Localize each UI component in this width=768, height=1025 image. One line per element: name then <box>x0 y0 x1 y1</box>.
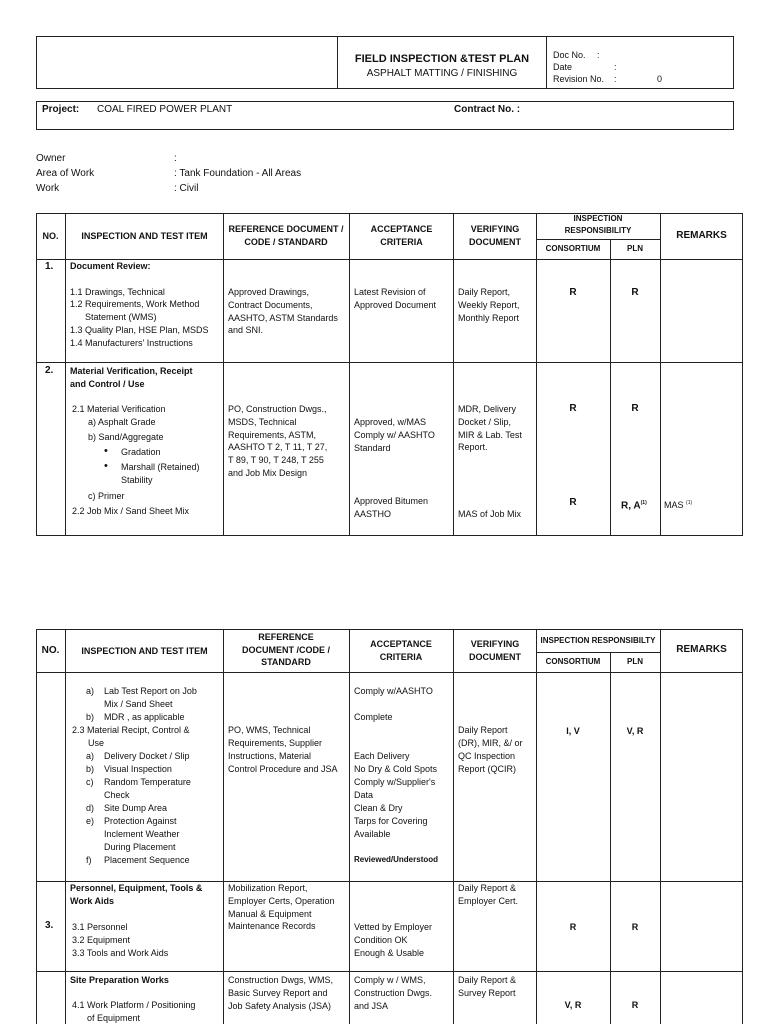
owner-label: Owner <box>36 153 66 164</box>
col-header-acc: ACCEPTANCE CRITERIA <box>370 639 432 662</box>
text-line: Approved Drawings, <box>228 287 310 297</box>
list-marker: a) <box>86 751 95 761</box>
row2-item-l2: a) Asphalt Grade <box>88 417 156 427</box>
list-item: Site Dump Area <box>104 803 168 813</box>
list-marker: e) <box>86 816 95 826</box>
text-line: and Job Mix Design <box>228 468 308 478</box>
text-line: Manual & Equipment <box>228 908 312 919</box>
col-header-acc: ACCEPTANCE CRITERIA <box>370 224 433 247</box>
text-line: Employer Cert. <box>458 895 519 906</box>
text-line: Work Aids <box>70 895 115 906</box>
text-line: Instructions, Material <box>228 751 312 761</box>
col-header-pln: PLN <box>627 244 643 253</box>
col-header-no: NO. <box>41 645 60 656</box>
text-line: Survey Report <box>458 987 516 998</box>
list-item: Inclement Weather <box>104 829 180 839</box>
text-line: Docket / Slip, <box>458 416 512 427</box>
text-line: Document Review: <box>70 261 151 271</box>
list-item: Protection Against <box>104 816 177 826</box>
list-marker: c) <box>86 777 94 787</box>
row2-item-l1: 2.1 Material Verification <box>72 404 166 414</box>
text-line: Construction Dwgs. <box>354 987 433 998</box>
text-line: Personnel, Equipment, Tools & <box>70 883 203 893</box>
row2-remarks: MAS $^{(1)}$ <box>664 500 693 510</box>
title-divider-right <box>546 36 547 89</box>
text-line: Comply w/Supplier's <box>354 777 436 787</box>
list-marker: f) <box>86 855 92 865</box>
row4-item-head: Site Preparation Works <box>70 975 169 985</box>
list-item: Mix / Sand Sheet <box>104 699 173 709</box>
list-item: Delivery Docket / Slip <box>104 751 190 761</box>
list-marker: a) <box>86 686 95 696</box>
text-line: Basic Survey Report and <box>228 987 328 998</box>
row2-item-b2b: Stability <box>121 475 153 485</box>
row2-pln-1: R <box>631 403 639 414</box>
col-header-insp: INSPECTION RESPONSIBILITY <box>564 214 632 235</box>
text-line: 1.3 Quality Plan, HSE Plan, MSDS <box>70 325 209 335</box>
revision-sep: : <box>614 74 617 84</box>
revision-label: Revision No. <box>553 74 605 84</box>
text-line: Employer Certs, Operation <box>228 895 335 906</box>
row2-item-l5: 2.2 Job Mix / Sand Sheet Mix <box>72 506 190 516</box>
text-line: AASTHO <box>354 508 392 519</box>
rowA-acc1: Comply w/AASHTO <box>354 686 433 696</box>
text-line: 1.4 Manufacturers' Instructions <box>70 337 193 348</box>
text-line: Report. <box>458 442 488 453</box>
text-line: Control Procedure and JSA <box>228 764 338 774</box>
text-line: MIR & Lab. Test <box>458 429 522 440</box>
col-header-item: INSPECTION AND TEST ITEM <box>81 231 208 241</box>
list-marker: b) <box>86 764 95 774</box>
list-item: During Placement <box>104 842 176 852</box>
rowA-acc2: Complete <box>354 712 393 722</box>
list-item: Check <box>104 790 130 800</box>
row2-consortium-1: R <box>569 403 577 414</box>
list-item: Random Temperature <box>104 777 191 787</box>
project-label: Project: <box>42 104 80 115</box>
row-no: 3. <box>45 920 54 931</box>
text-line: Monthly Report <box>458 312 520 323</box>
row3-consortium: R <box>569 922 577 932</box>
row3-pln: R <box>631 922 639 932</box>
row2-item-l3: b) Sand/Aggregate <box>88 432 164 442</box>
page-title: FIELD INSPECTION &TEST PLAN <box>354 53 530 65</box>
text-line: Condition OK <box>354 934 408 945</box>
col-header-consortium: CONSORTIUM <box>545 657 601 666</box>
col-header-pln: PLN <box>627 657 643 666</box>
text-line: Available <box>354 829 391 839</box>
text-line: 3.1 Personnel <box>72 922 128 932</box>
text-line: PO, Construction Dwgs., <box>228 404 327 414</box>
text-line: Daily Report, <box>458 287 511 297</box>
row2-item-l4: c) Primer <box>88 491 125 501</box>
text-line: Daily Report & <box>458 975 517 985</box>
text-line: Comply w / WMS, <box>354 975 426 985</box>
col-header-ref: REFERENCE DOCUMENT / CODE / STANDARD <box>228 224 344 247</box>
col-header-ref: REFERENCE DOCUMENT /CODE / STANDARD <box>241 632 330 667</box>
text-line: and JSA <box>354 1000 389 1011</box>
col-header-remarks: REMARKS <box>676 644 727 655</box>
list-marker: b) <box>86 712 95 722</box>
col-header-ver: VERIFYING DOCUMENT <box>469 639 521 662</box>
text-line: (DR), MIR, &/ or <box>458 738 523 748</box>
list-item: MDR , as applicable <box>104 712 185 722</box>
row2-item-b2a: Marshall (Retained) <box>121 462 200 472</box>
text-line: Daily Report <box>458 725 508 735</box>
row1-pln: R <box>631 287 639 298</box>
col-header-item: INSPECTION AND TEST ITEM <box>81 646 208 656</box>
text-line: 1.2 Requirements, Work Method <box>70 299 200 310</box>
row2-item-b1: Gradation <box>121 447 161 457</box>
text-line: and Control / Use <box>70 378 145 389</box>
rowA-acc4: Reviewed/Understood <box>354 855 439 864</box>
text-line: No Dry & Cold Spots <box>354 764 438 774</box>
text-line: Comply w/ AASHTO <box>354 429 435 440</box>
date-sep: : <box>614 62 617 72</box>
row-no: 1. <box>45 261 54 272</box>
contract-label: Contract No. : <box>454 104 521 115</box>
rowA-l23b: Use <box>88 738 105 748</box>
date-label: Date <box>553 62 573 72</box>
text-line: Requirements, Supplier <box>228 738 323 748</box>
text-line: Enough & Usable <box>354 947 425 958</box>
revision-value: 0 <box>657 74 663 84</box>
col-header-ver: VERIFYING DOCUMENT <box>469 224 521 247</box>
text-line: PO, WMS, Technical <box>228 725 311 735</box>
text-line: MDR, Delivery <box>458 404 517 414</box>
text-line: Latest Revision of <box>354 287 426 297</box>
text-line: MSDS, Technical <box>228 416 297 427</box>
row2-pln-2: R, $A^{(1)}$ <box>621 500 647 512</box>
text-line: Data <box>354 790 374 800</box>
text-line: of Equipment <box>72 1012 141 1023</box>
text-line: Each Delivery <box>354 751 410 761</box>
work-value: : Civil <box>174 183 199 194</box>
text-line: 4.1 Work Platform / Positioning <box>72 1000 196 1010</box>
bullet-icon: • <box>104 445 108 457</box>
text-line: Mobilization Report, <box>228 883 308 893</box>
text-line: 1.1 Drawings, Technical <box>70 286 165 297</box>
text-line: Maintenance Records <box>228 921 316 932</box>
row4-pln: R <box>631 1000 639 1010</box>
rowA-l23a: 2.3 Material Recipt, Control & <box>72 725 190 735</box>
text-line: Clean & Dry <box>354 803 403 813</box>
text-line: Daily Report & <box>458 883 517 893</box>
text-line: Standard <box>354 442 391 453</box>
text-line: Statement (WMS) <box>70 312 157 323</box>
text-line: Job Safety Analysis (JSA) <box>228 1000 332 1011</box>
text-line: Approved Document <box>354 299 437 310</box>
text-line: QC Inspection <box>458 751 516 761</box>
text-line: AASHTO T 2, T 11, T 27, <box>228 442 328 453</box>
project-value: COAL FIRED POWER PLANT <box>97 104 233 115</box>
area-value: : Tank Foundation - All Areas <box>174 168 302 179</box>
text-line: Weekly Report, <box>458 299 520 310</box>
row4-consortium: V, R <box>564 1000 582 1010</box>
list-item: Placement Sequence <box>104 855 190 865</box>
text-line: Approved, w/MAS <box>354 417 427 427</box>
text-line: Contract Documents, <box>228 299 313 310</box>
col-header-insp: INSPECTION RESPONSIBILTY <box>540 636 656 645</box>
bullet-icon: • <box>104 460 108 472</box>
col-header-remarks: REMARKS <box>676 230 727 241</box>
text-line: Requirements, ASTM, <box>228 429 317 440</box>
text-line: Vetted by Employer <box>354 922 433 932</box>
text-line: and SNI. <box>228 325 264 336</box>
text-line: Material Verification, Receipt <box>70 366 193 376</box>
list-marker: d) <box>86 803 95 813</box>
owner-value: : <box>174 153 177 164</box>
doc-no-label: Doc No. <box>553 50 586 60</box>
area-label: Area of Work <box>36 168 95 179</box>
work-label: Work <box>36 183 60 194</box>
col-header-no: NO. <box>42 231 59 241</box>
rowA-consortium: I, V <box>566 726 580 736</box>
doc-no-sep: : <box>597 50 600 60</box>
row2-ver2: MAS of Job Mix <box>458 509 522 519</box>
rowA-pln: V, R <box>626 726 644 736</box>
col-header-consortium: CONSORTIUM <box>545 244 601 253</box>
text-line: Report (QCIR) <box>458 764 517 774</box>
text-line: Tarps for Covering <box>354 816 428 826</box>
row-no: 2. <box>45 365 54 376</box>
row1-consortium: R <box>569 287 577 298</box>
text-line: AASHTO, ASTM Standards <box>228 312 338 323</box>
text-line: Approved Bitumen <box>354 496 429 506</box>
text-line: 3.3 Tools and Work Aids <box>72 947 169 958</box>
text-line: Construction Dwgs, WMS, <box>228 975 334 985</box>
list-item: Lab Test Report on Job <box>104 686 197 696</box>
page-subtitle: ASPHALT MATTING / FINISHING <box>366 68 518 79</box>
text-line: T 89, T 90, T 248, T 255 <box>228 455 324 466</box>
row2-consortium-2: R <box>569 497 577 508</box>
list-item: Visual Inspection <box>104 764 172 774</box>
text-line: 3.2 Equipment <box>72 934 131 945</box>
